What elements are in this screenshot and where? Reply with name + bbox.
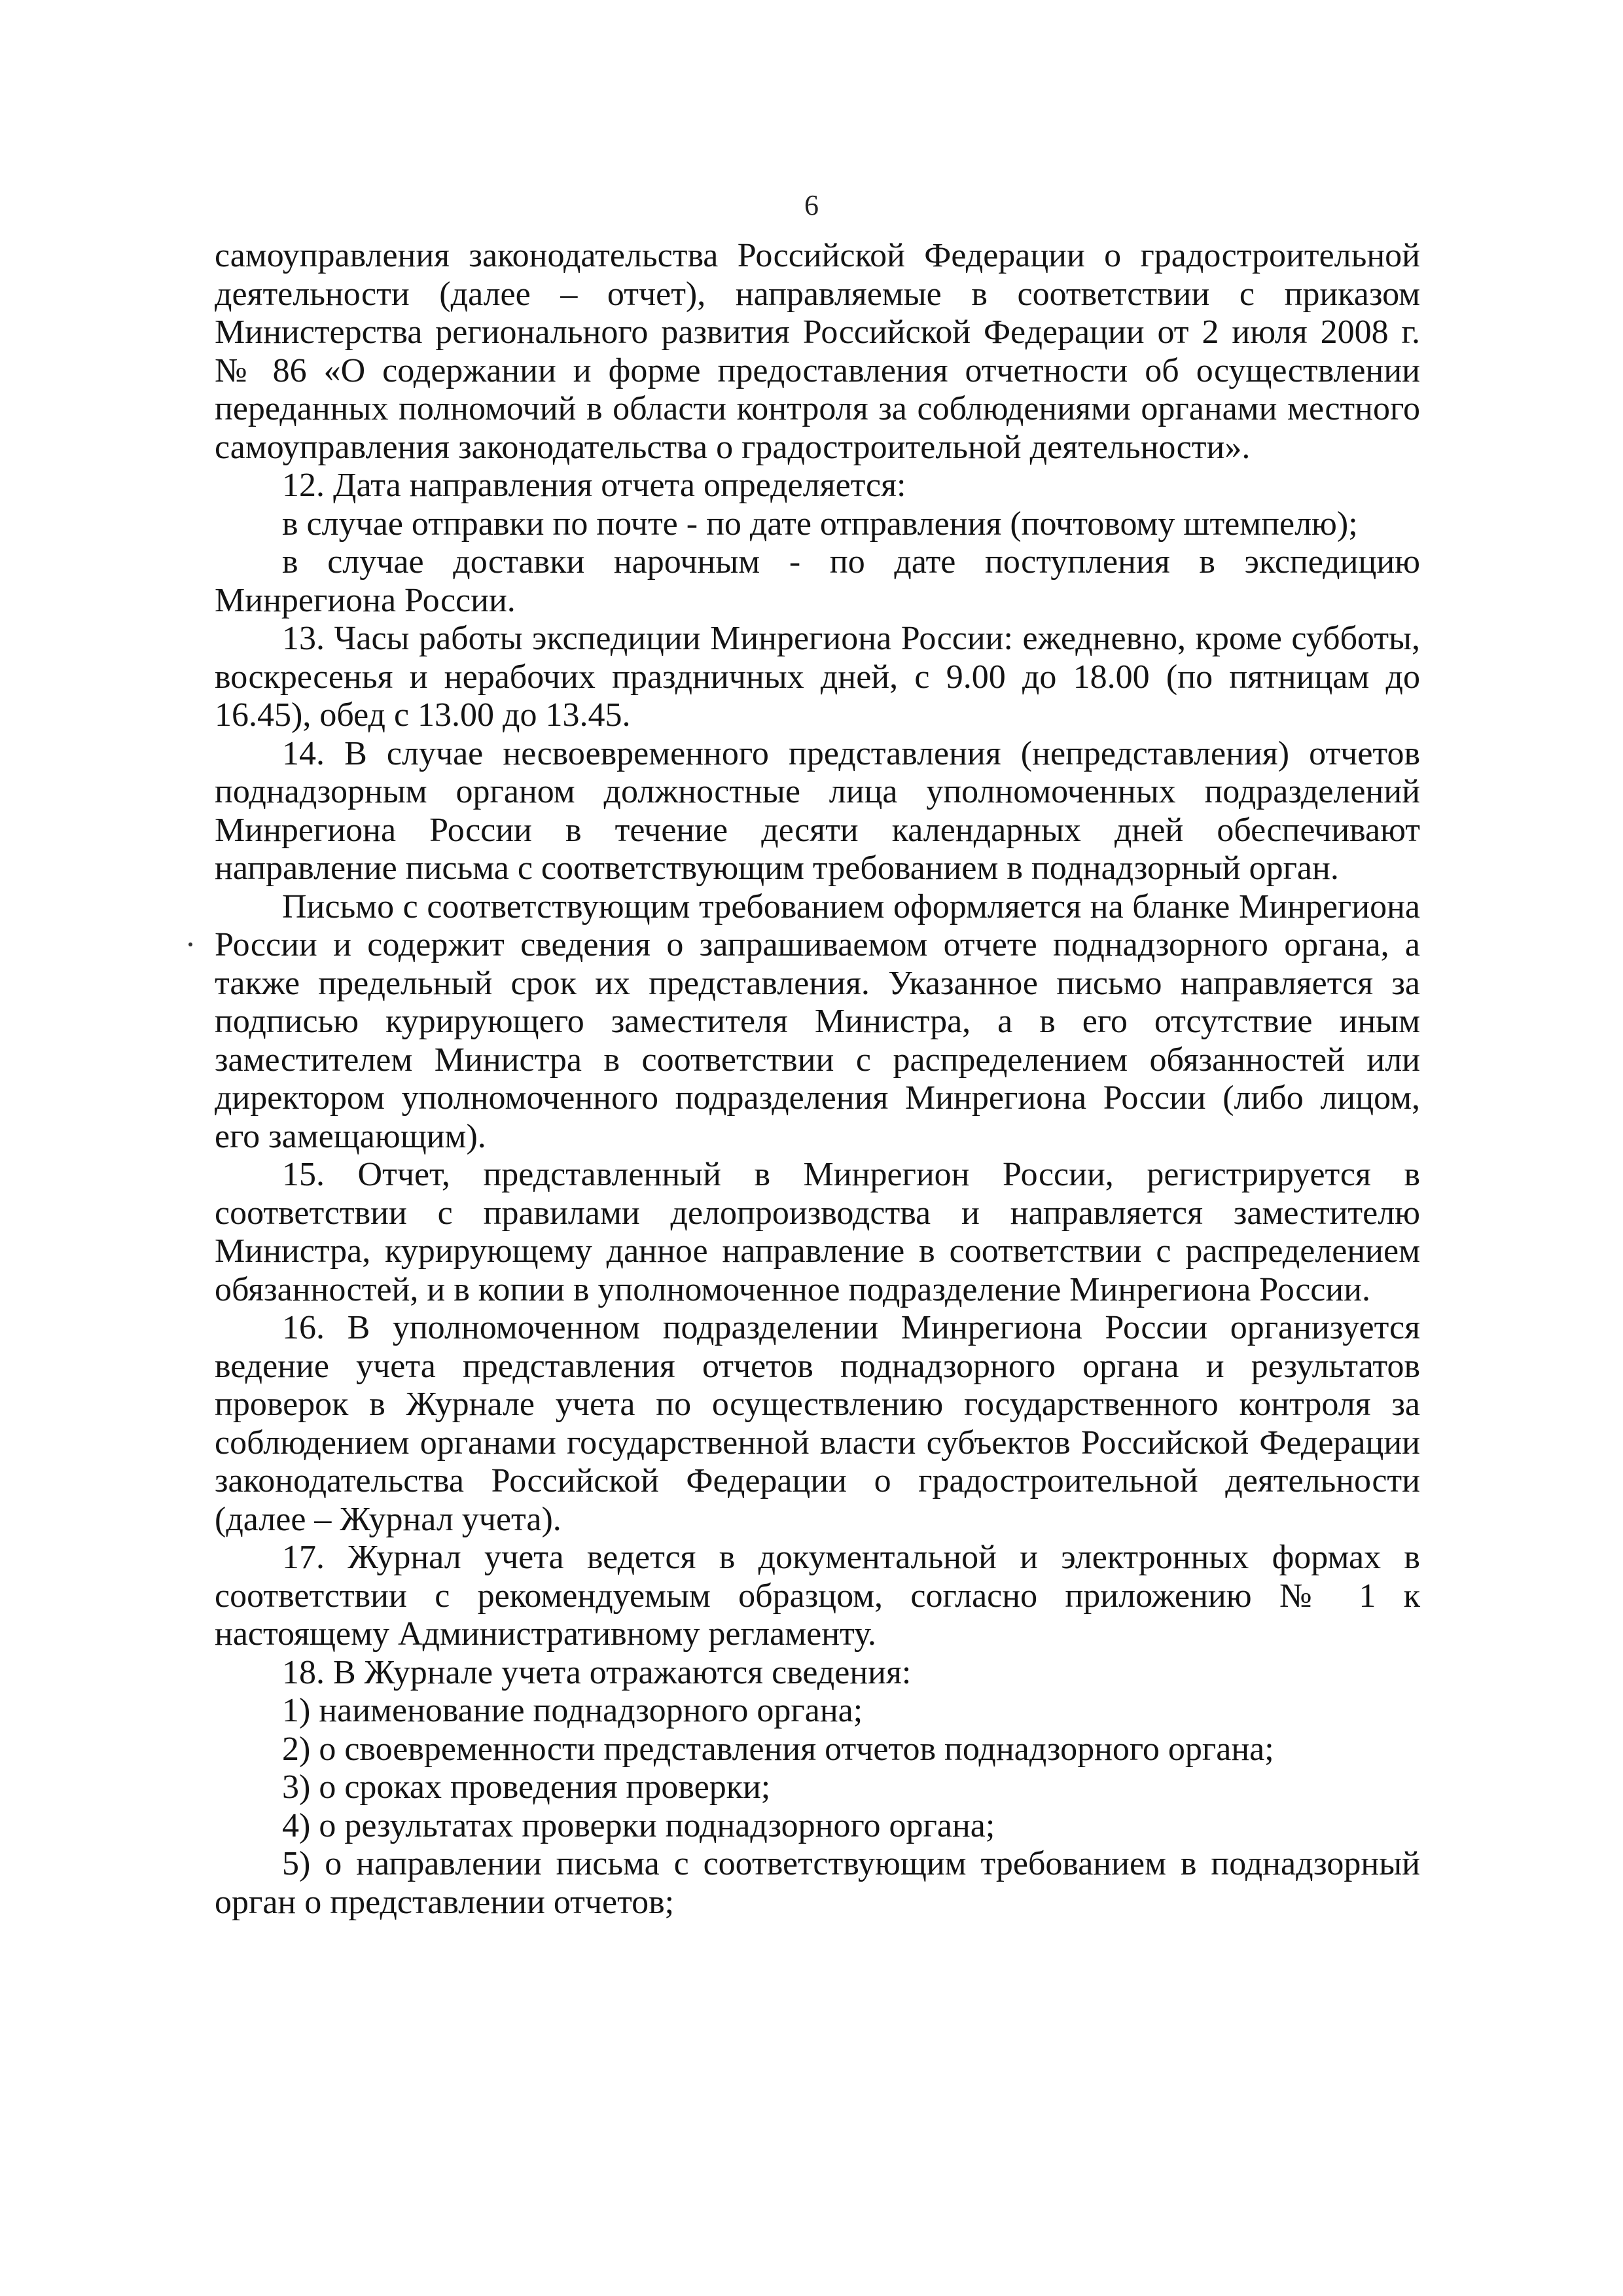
list-item: 3) о сроках проведения проверки; [282,1768,771,1806]
paragraph-14: 14. В случае несвоевременного представления (непредставления) отчетов поднадзорным органом должностные лица уполномоченных подразделений Минрегиона России в течение десяти календарных дней обеспечивают направление письма с соответствующим требованием в поднадзорный орган. [215,734,1420,887]
paragraph-15: 15. Отчет, представленный в Минрегион России, регистрируется в соответствии с правилами делопроизводства и направляется заместителю Министра, курирующему данное направление в соответствии с распределением обязанностей, и в копии в уполномоченное подразделение Минрегиона России. [215,1156,1420,1308]
paragraph-12-mail: в случае отправки по почте - по дате отправления (почтовому штемпелю); [282,505,1358,543]
list-item: 1) наименование поднадзорного органа; [282,1692,863,1729]
list-item: 4) о результатах проверки поднадзорного органа; [282,1806,995,1844]
paragraph-16: 16. В уполномоченном подразделении Минрегиона России организуется ведение учета представления отчетов поднадзорного органа и результатов проверок в Журнале учета по осуществлению государственного контроля за соблюдением органами государственной власти субъектов Российской Федерации законодательства Российской Федерации о градостроительной деятельности (далее – Журнал учета). [215,1309,1420,1538]
paragraph-continued: самоуправления законодательства Российской Федерации о градостроительной деятельности (далее – отчет), направляемые в соответствии с приказом Министерства регионального развития Российской Федерации от 2 июля 2008 г. № 86 «О содержании и форме предоставления отчетности об осуществлении переданных полномочий в области контроля за соблюдениями органами местного самоуправления законодательства о градостроительной деятельности». [215,237,1420,466]
paragraph-18: 18. В Журнале учета отражаются сведения: [282,1653,912,1691]
list-item: 5) о направлении письма с соответствующим требованием в поднадзорный орган о представлении отчетов; [215,1845,1420,1921]
paragraph-14-letter: Письмо с соответствующим требованием оформляется на бланке Минрегиона России и содержит сведения о запрашиваемом отчете поднадзорного органа, а также предельный срок их представления. Указанное письмо направляется за подписью курирующего заместителя Министра, а в его отсутствие иным заместителем Министра в соответствии с распределением обязанностей или директором уполномоченного подразделения Минрегиона России (либо лицом, его замещающим). [215,888,1420,1155]
margin-mark [188,942,192,946]
paragraph-13: 13. Часы работы экспедиции Минрегиона России: ежедневно, кроме субботы, воскресенья и нерабочих праздничных дней, с 9.00 до 18.00 (по пятницам до 16.45), обед с 13.00 до 13.45. [215,620,1420,734]
document-body [215,237,1420,1922]
page-number: 6 [804,189,819,221]
paragraph-17: 17. Журнал учета ведется в документальной и электронных формах в соответствии с рекомендуемым образцом, согласно приложению № 1 к настоящему Административному регламенту. [215,1539,1420,1653]
paragraph-12-courier: в случае доставки нарочным - по дате поступления в экспедицию Минрегиона России. [215,543,1420,619]
list-item: 2) о своевременности представления отчетов поднадзорного органа; [282,1730,1274,1768]
paragraph-12: 12. Дата направления отчета определяется: [282,467,906,504]
